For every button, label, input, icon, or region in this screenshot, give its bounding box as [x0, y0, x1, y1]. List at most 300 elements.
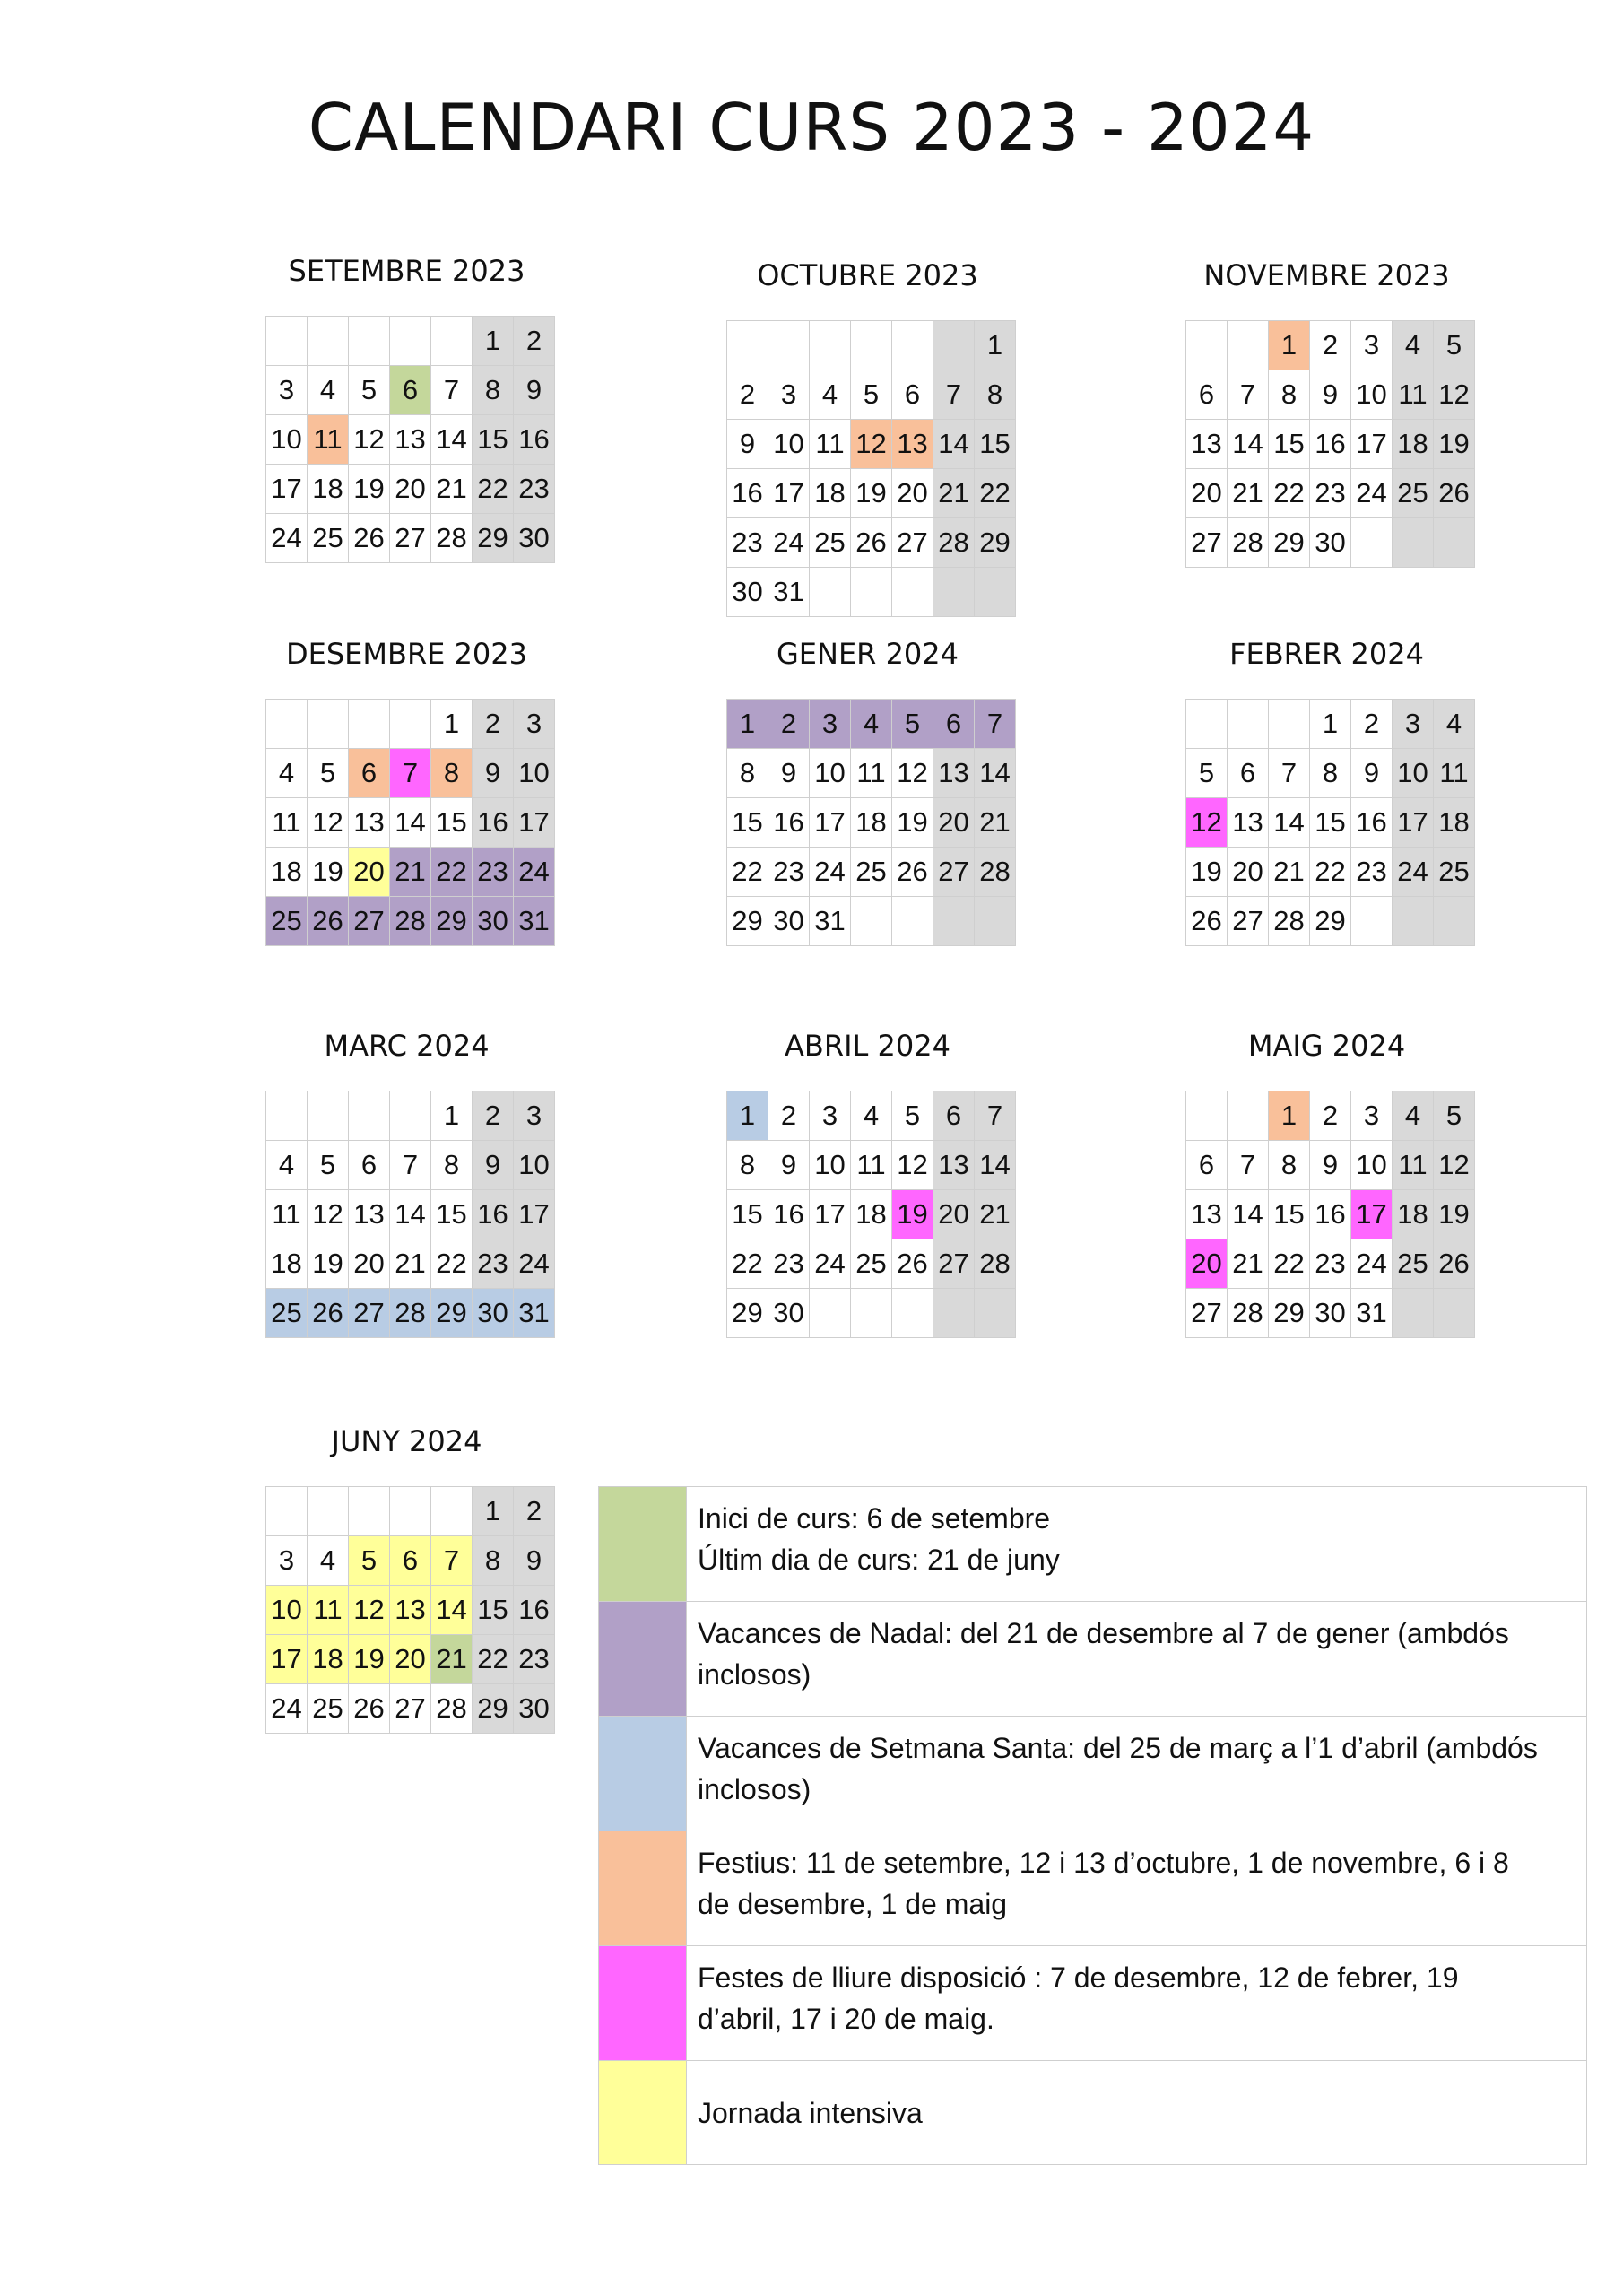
day-cell: 19	[308, 848, 349, 897]
day-cell: 26	[349, 514, 390, 563]
day-cell: 25	[308, 514, 349, 563]
day-cell: 27	[349, 1289, 390, 1338]
empty-cell	[1434, 897, 1475, 946]
day-cell: 29	[1310, 897, 1351, 946]
day-cell: 22	[473, 1635, 514, 1684]
day-cell: 27	[349, 897, 390, 946]
week-row	[266, 749, 555, 798]
day-cell: 6	[349, 749, 390, 798]
week-row	[266, 1289, 555, 1338]
day-cell: 15	[1310, 798, 1351, 848]
week-row	[266, 848, 555, 897]
day-cell: 26	[308, 897, 349, 946]
day-cell: 20	[933, 1190, 975, 1239]
legend-text: Vacances de Setmana Santa: del 25 de març a l’1 d’abril (ambdós inclosos)	[687, 1717, 1587, 1831]
legend-swatch-orange	[599, 1831, 687, 1946]
week-row	[1186, 897, 1475, 946]
legend-swatch-magenta	[599, 1946, 687, 2061]
empty-cell	[892, 1289, 933, 1338]
day-cell: 24	[266, 1684, 308, 1734]
month-title: ABRIL 2024	[785, 1029, 950, 1063]
day-cell: 8	[1269, 370, 1310, 420]
day-cell: 30	[473, 1289, 514, 1338]
day-cell: 7	[390, 749, 431, 798]
day-cell: 1	[431, 700, 473, 749]
month-title: GENER 2024	[776, 637, 959, 671]
day-cell: 20	[390, 465, 431, 514]
empty-cell	[933, 568, 975, 617]
day-cell: 27	[892, 518, 933, 568]
day-cell: 12	[308, 798, 349, 848]
day-cell: 15	[473, 415, 514, 465]
empty-cell	[892, 321, 933, 370]
day-cell: 5	[308, 1141, 349, 1190]
day-cell: 19	[1186, 848, 1228, 897]
empty-cell	[892, 568, 933, 617]
day-cell: 14	[1228, 420, 1269, 469]
day-cell: 3	[514, 700, 555, 749]
week-row	[727, 321, 1016, 370]
day-cell: 16	[514, 415, 555, 465]
calendar-grid	[265, 699, 555, 946]
day-cell: 8	[431, 749, 473, 798]
day-cell: 8	[473, 366, 514, 415]
day-cell: 16	[473, 798, 514, 848]
day-cell: 28	[390, 897, 431, 946]
week-row	[266, 415, 555, 465]
day-cell: 28	[431, 514, 473, 563]
month-title: MAIG 2024	[1247, 1029, 1406, 1063]
day-cell: 29	[727, 897, 768, 946]
day-cell: 2	[473, 1091, 514, 1141]
month-marc-2024	[265, 1028, 548, 1338]
day-cell: 13	[349, 798, 390, 848]
day-cell: 17	[514, 798, 555, 848]
empty-cell	[1228, 700, 1269, 749]
empty-cell	[1186, 700, 1228, 749]
day-cell: 29	[1269, 518, 1310, 568]
day-cell: 2	[473, 700, 514, 749]
empty-cell	[810, 1289, 851, 1338]
empty-cell	[1228, 321, 1269, 370]
week-row	[1186, 1239, 1475, 1289]
empty-cell	[975, 568, 1016, 617]
empty-cell	[933, 1289, 975, 1338]
day-cell: 3	[1351, 1091, 1393, 1141]
day-cell: 15	[431, 1190, 473, 1239]
day-cell: 14	[975, 749, 1016, 798]
day-cell: 16	[473, 1190, 514, 1239]
legend-row-nadal	[599, 1602, 1587, 1717]
month-novembre-2023	[1185, 257, 1468, 568]
day-cell: 22	[431, 1239, 473, 1289]
day-cell: 11	[308, 1586, 349, 1635]
day-cell: 10	[266, 1586, 308, 1635]
day-cell: 24	[768, 518, 810, 568]
legend-text: Jornada intensiva	[687, 2061, 1587, 2165]
day-cell: 28	[933, 518, 975, 568]
day-cell: 9	[768, 749, 810, 798]
day-cell: 30	[514, 1684, 555, 1734]
day-cell: 3	[810, 700, 851, 749]
day-cell: 26	[892, 848, 933, 897]
day-cell: 20	[1186, 1239, 1228, 1289]
day-cell: 5	[349, 366, 390, 415]
week-row	[1186, 1289, 1475, 1338]
day-cell: 7	[933, 370, 975, 420]
day-cell: 22	[975, 469, 1016, 518]
day-cell: 1	[1310, 700, 1351, 749]
day-cell: 14	[1269, 798, 1310, 848]
day-cell: 27	[390, 514, 431, 563]
empty-cell	[349, 700, 390, 749]
day-cell: 23	[768, 1239, 810, 1289]
day-cell: 31	[810, 897, 851, 946]
week-row	[266, 1239, 555, 1289]
day-cell: 18	[1434, 798, 1475, 848]
day-cell: 20	[892, 469, 933, 518]
week-row	[266, 1091, 555, 1141]
day-cell: 14	[975, 1141, 1016, 1190]
day-cell: 19	[892, 1190, 933, 1239]
day-cell: 9	[1310, 370, 1351, 420]
day-cell: 17	[266, 465, 308, 514]
empty-cell	[975, 1289, 1016, 1338]
day-cell: 1	[727, 1091, 768, 1141]
week-row	[727, 1239, 1016, 1289]
day-cell: 18	[1393, 1190, 1434, 1239]
empty-cell	[810, 568, 851, 617]
day-cell: 23	[1351, 848, 1393, 897]
week-row	[1186, 848, 1475, 897]
day-cell: 31	[514, 1289, 555, 1338]
week-row	[1186, 469, 1475, 518]
day-cell: 16	[768, 1190, 810, 1239]
week-row	[1186, 798, 1475, 848]
month-octubre-2023	[726, 257, 1009, 617]
empty-cell	[892, 897, 933, 946]
day-cell: 25	[851, 1239, 892, 1289]
empty-cell	[1351, 518, 1393, 568]
page-title: CALENDARI CURS 2023 - 2024	[308, 90, 1315, 165]
week-row	[1186, 370, 1475, 420]
day-cell: 22	[727, 848, 768, 897]
day-cell: 18	[1393, 420, 1434, 469]
day-cell: 25	[1393, 469, 1434, 518]
day-cell: 21	[431, 1635, 473, 1684]
legend-text: Inici de curs: 6 de setembre Últim dia de curs: 21 de juny	[687, 1487, 1587, 1602]
day-cell: 9	[727, 420, 768, 469]
day-cell: 12	[308, 1190, 349, 1239]
day-cell: 27	[933, 1239, 975, 1289]
day-cell: 3	[768, 370, 810, 420]
week-row	[1186, 1141, 1475, 1190]
week-row	[727, 1190, 1016, 1239]
day-cell: 11	[266, 798, 308, 848]
day-cell: 16	[1310, 420, 1351, 469]
day-cell: 22	[1269, 1239, 1310, 1289]
month-gener-2024	[726, 636, 1009, 946]
day-cell: 22	[473, 465, 514, 514]
day-cell: 1	[727, 700, 768, 749]
day-cell: 11	[810, 420, 851, 469]
day-cell: 3	[266, 1536, 308, 1586]
month-title: DESEMBRE 2023	[285, 637, 527, 671]
day-cell: 13	[390, 415, 431, 465]
day-cell: 2	[768, 700, 810, 749]
day-cell: 6	[1228, 749, 1269, 798]
day-cell: 8	[1269, 1141, 1310, 1190]
day-cell: 14	[933, 420, 975, 469]
day-cell: 26	[1186, 897, 1228, 946]
empty-cell	[1434, 1289, 1475, 1338]
day-cell: 11	[1393, 1141, 1434, 1190]
week-row	[727, 469, 1016, 518]
day-cell: 21	[933, 469, 975, 518]
day-cell: 4	[308, 1536, 349, 1586]
day-cell: 18	[810, 469, 851, 518]
week-row	[727, 1091, 1016, 1141]
day-cell: 26	[349, 1684, 390, 1734]
day-cell: 19	[349, 465, 390, 514]
legend-text: Festes de lliure disposició : 7 de desembre, 12 de febrer, 19 d’abril, 17 i 20 de maig.	[687, 1946, 1587, 2061]
day-cell: 16	[1310, 1190, 1351, 1239]
day-cell: 7	[975, 700, 1016, 749]
month-juny-2024	[265, 1423, 548, 1734]
week-row	[1186, 518, 1475, 568]
day-cell: 26	[1434, 469, 1475, 518]
day-cell: 23	[514, 1635, 555, 1684]
day-cell: 27	[933, 848, 975, 897]
day-cell: 15	[975, 420, 1016, 469]
calendar-grid	[726, 1091, 1016, 1338]
day-cell: 15	[727, 1190, 768, 1239]
day-cell: 6	[1186, 1141, 1228, 1190]
day-cell: 3	[1351, 321, 1393, 370]
week-row	[727, 848, 1016, 897]
legend-row-inici	[599, 1487, 1587, 1602]
day-cell: 15	[431, 798, 473, 848]
day-cell: 1	[1269, 1091, 1310, 1141]
day-cell: 29	[473, 1684, 514, 1734]
empty-cell	[1393, 518, 1434, 568]
day-cell: 22	[1269, 469, 1310, 518]
week-row	[727, 568, 1016, 617]
day-cell: 23	[473, 1239, 514, 1289]
day-cell: 19	[1434, 420, 1475, 469]
day-cell: 18	[308, 1635, 349, 1684]
week-row	[1186, 700, 1475, 749]
day-cell: 9	[514, 366, 555, 415]
day-cell: 13	[892, 420, 933, 469]
day-cell: 17	[810, 1190, 851, 1239]
week-row	[1186, 1190, 1475, 1239]
week-row	[727, 370, 1016, 420]
day-cell: 21	[390, 848, 431, 897]
day-cell: 14	[431, 415, 473, 465]
empty-cell	[1434, 518, 1475, 568]
day-cell: 11	[266, 1190, 308, 1239]
day-cell: 24	[266, 514, 308, 563]
day-cell: 8	[727, 749, 768, 798]
day-cell: 29	[473, 514, 514, 563]
day-cell: 31	[768, 568, 810, 617]
day-cell: 10	[514, 749, 555, 798]
day-cell: 15	[1269, 420, 1310, 469]
day-cell: 16	[768, 798, 810, 848]
day-cell: 8	[431, 1141, 473, 1190]
week-row	[727, 798, 1016, 848]
day-cell: 23	[514, 465, 555, 514]
week-row	[266, 465, 555, 514]
empty-cell	[851, 1289, 892, 1338]
day-cell: 3	[266, 366, 308, 415]
day-cell: 29	[431, 1289, 473, 1338]
day-cell: 4	[810, 370, 851, 420]
legend-row-festius	[599, 1831, 1587, 1946]
day-cell: 12	[349, 1586, 390, 1635]
empty-cell	[308, 317, 349, 366]
day-cell: 5	[1186, 749, 1228, 798]
day-cell: 5	[1434, 1091, 1475, 1141]
empty-cell	[266, 700, 308, 749]
day-cell: 28	[1228, 1289, 1269, 1338]
day-cell: 9	[473, 749, 514, 798]
legend-text: Vacances de Nadal: del 21 de desembre al 7 de gener (ambdós inclosos)	[687, 1602, 1587, 1717]
day-cell: 17	[1351, 1190, 1393, 1239]
day-cell: 1	[431, 1091, 473, 1141]
empty-cell	[1186, 321, 1228, 370]
day-cell: 20	[390, 1635, 431, 1684]
legend-swatch-blue	[599, 1717, 687, 1831]
day-cell: 29	[1269, 1289, 1310, 1338]
day-cell: 28	[431, 1684, 473, 1734]
day-cell: 1	[473, 317, 514, 366]
day-cell: 13	[1186, 420, 1228, 469]
empty-cell	[851, 321, 892, 370]
day-cell: 14	[390, 798, 431, 848]
day-cell: 18	[266, 1239, 308, 1289]
day-cell: 10	[1351, 370, 1393, 420]
day-cell: 18	[851, 1190, 892, 1239]
day-cell: 25	[1434, 848, 1475, 897]
empty-cell	[727, 321, 768, 370]
day-cell: 2	[768, 1091, 810, 1141]
day-cell: 20	[349, 848, 390, 897]
empty-cell	[431, 1487, 473, 1536]
day-cell: 30	[1310, 518, 1351, 568]
day-cell: 23	[727, 518, 768, 568]
empty-cell	[308, 1091, 349, 1141]
day-cell: 14	[1228, 1190, 1269, 1239]
calendar-grid	[1185, 699, 1475, 946]
day-cell: 10	[1393, 749, 1434, 798]
day-cell: 24	[514, 1239, 555, 1289]
week-row	[266, 1586, 555, 1635]
day-cell: 21	[1269, 848, 1310, 897]
day-cell: 19	[349, 1635, 390, 1684]
day-cell: 8	[473, 1536, 514, 1586]
month-febrer-2024	[1185, 636, 1468, 946]
day-cell: 3	[810, 1091, 851, 1141]
day-cell: 27	[1228, 897, 1269, 946]
day-cell: 20	[1228, 848, 1269, 897]
day-cell: 10	[266, 415, 308, 465]
day-cell: 6	[933, 1091, 975, 1141]
day-cell: 23	[1310, 1239, 1351, 1289]
day-cell: 28	[1269, 897, 1310, 946]
day-cell: 10	[514, 1141, 555, 1190]
empty-cell	[975, 897, 1016, 946]
day-cell: 4	[851, 700, 892, 749]
day-cell: 12	[892, 1141, 933, 1190]
day-cell: 24	[810, 848, 851, 897]
calendar-grid	[726, 699, 1016, 946]
day-cell: 28	[975, 1239, 1016, 1289]
day-cell: 25	[810, 518, 851, 568]
day-cell: 12	[1434, 1141, 1475, 1190]
empty-cell	[1228, 1091, 1269, 1141]
day-cell: 24	[810, 1239, 851, 1289]
day-cell: 24	[1351, 1239, 1393, 1289]
day-cell: 25	[308, 1684, 349, 1734]
day-cell: 16	[727, 469, 768, 518]
day-cell: 25	[266, 897, 308, 946]
day-cell: 12	[1186, 798, 1228, 848]
day-cell: 4	[266, 1141, 308, 1190]
day-cell: 29	[727, 1289, 768, 1338]
day-cell: 2	[514, 1487, 555, 1536]
day-cell: 3	[1393, 700, 1434, 749]
day-cell: 30	[1310, 1289, 1351, 1338]
empty-cell	[390, 317, 431, 366]
day-cell: 19	[308, 1239, 349, 1289]
empty-cell	[266, 317, 308, 366]
day-cell: 21	[390, 1239, 431, 1289]
day-cell: 9	[768, 1141, 810, 1190]
month-title: JUNY 2024	[331, 1424, 482, 1458]
legend-swatch-green	[599, 1487, 687, 1602]
day-cell: 27	[390, 1684, 431, 1734]
day-cell: 25	[1393, 1239, 1434, 1289]
day-cell: 8	[975, 370, 1016, 420]
day-cell: 14	[431, 1586, 473, 1635]
day-cell: 10	[810, 1141, 851, 1190]
legend-swatch-purple	[599, 1602, 687, 1717]
day-cell: 1	[975, 321, 1016, 370]
day-cell: 11	[851, 749, 892, 798]
week-row	[1186, 321, 1475, 370]
day-cell: 29	[975, 518, 1016, 568]
day-cell: 28	[975, 848, 1016, 897]
week-row	[266, 1141, 555, 1190]
day-cell: 21	[1228, 469, 1269, 518]
week-row	[266, 700, 555, 749]
day-cell: 19	[851, 469, 892, 518]
week-row	[266, 1487, 555, 1536]
empty-cell	[390, 1487, 431, 1536]
calendar-grid	[1185, 1091, 1475, 1338]
empty-cell	[810, 321, 851, 370]
week-row	[727, 1141, 1016, 1190]
day-cell: 19	[1434, 1190, 1475, 1239]
day-cell: 7	[1228, 1141, 1269, 1190]
day-cell: 22	[1310, 848, 1351, 897]
day-cell: 13	[1186, 1190, 1228, 1239]
day-cell: 28	[1228, 518, 1269, 568]
month-title: FEBRER 2024	[1229, 637, 1424, 671]
day-cell: 4	[1393, 1091, 1434, 1141]
